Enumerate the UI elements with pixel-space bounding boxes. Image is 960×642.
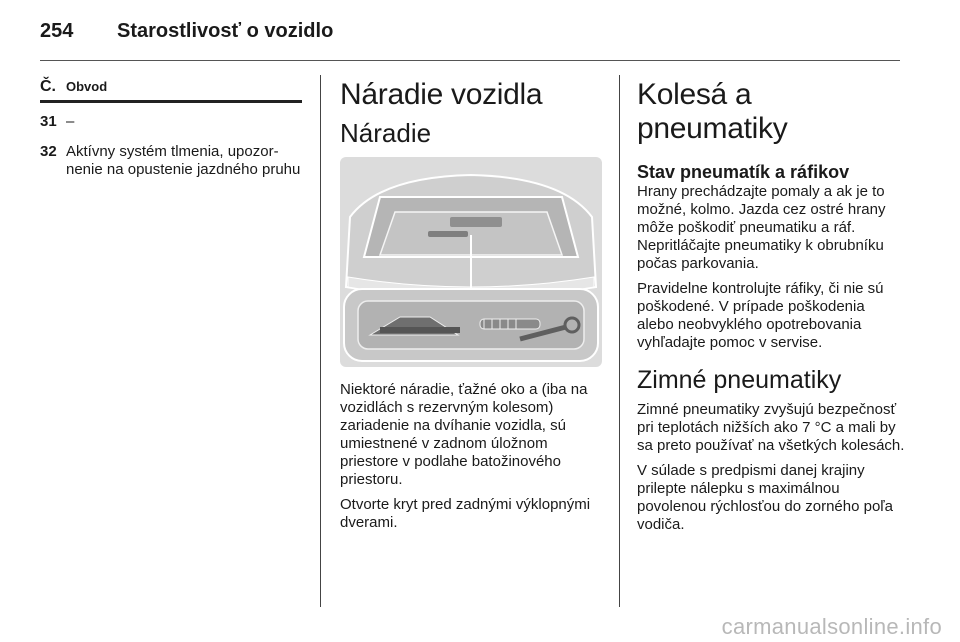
winter-tyres-heading: Zimné pneumatiky [637, 366, 842, 394]
body-paragraph: Niektoré náradie, ťažné oko a (iba na vozidlách s rezervným kolesom) zariadenie na dvíhanie vozidla, sú umiestnené v zadnom úložnom priestore v podlahe batožinového priestoru. [340, 381, 588, 488]
trunk-tools-illustration [340, 157, 602, 367]
row-number: 32 [40, 143, 57, 160]
body-paragraph: Pravidelne kontrolujte ráfiky, či nie sú poškodené. V prípade poškodenia alebo neobvyklého opotrebovania vyhľadajte pomoc v servise. [637, 280, 884, 351]
table-header-label: Obvod [66, 79, 108, 94]
watermark: carmanualsonline.info [721, 614, 942, 639]
tools-section [340, 78, 602, 539]
table-row [40, 143, 302, 179]
table-header-number: Č. [40, 78, 56, 95]
row-text: – [66, 113, 75, 130]
header-divider [40, 60, 900, 61]
wheels-section [637, 78, 905, 541]
section-heading: Kolesá a pneumatiky [637, 78, 788, 145]
body-paragraph: Hrany prechádzajte pomaly a ak je to možné, kolmo. Jazda cez ostré hrany môže poškodiť pneumatiku a ráf. Nepritláčajte pneumatiky k obrubníku počas parkovania. [637, 183, 886, 272]
row-text: Aktívny systém tlmenia, upozornenie na opustenie jazdného pruhu [66, 143, 301, 178]
body-paragraph: V súlade s predpismi danej krajiny prilepte nálepku s maximálnou povolenou rýchlosťou do zorného poľa vodiča. [637, 462, 894, 533]
row-number: 31 [40, 113, 57, 130]
section-subheading: Náradie [340, 118, 432, 148]
column-divider [320, 75, 321, 607]
page-header [40, 18, 900, 58]
page-title: Starostlivosť o vozidlo [117, 20, 334, 42]
legend-table [40, 78, 302, 191]
column-divider [619, 75, 620, 607]
section-heading: Náradie vozidla [340, 78, 543, 111]
page-number: 254 [40, 20, 74, 42]
section-subheading: Stav pneumatík a ráfikov [637, 162, 850, 182]
body-paragraph: Zimné pneumatiky zvyšujú bezpečnosť pri teplotách nižších ako 7 °C a mali by sa preto používať na všetkých kolesách. [637, 401, 905, 454]
body-paragraph: Otvorte kryt pred zadnými výklopnými dverami. [340, 496, 591, 531]
table-row [40, 113, 302, 131]
table-header [40, 78, 302, 100]
table-header-divider [40, 100, 302, 103]
